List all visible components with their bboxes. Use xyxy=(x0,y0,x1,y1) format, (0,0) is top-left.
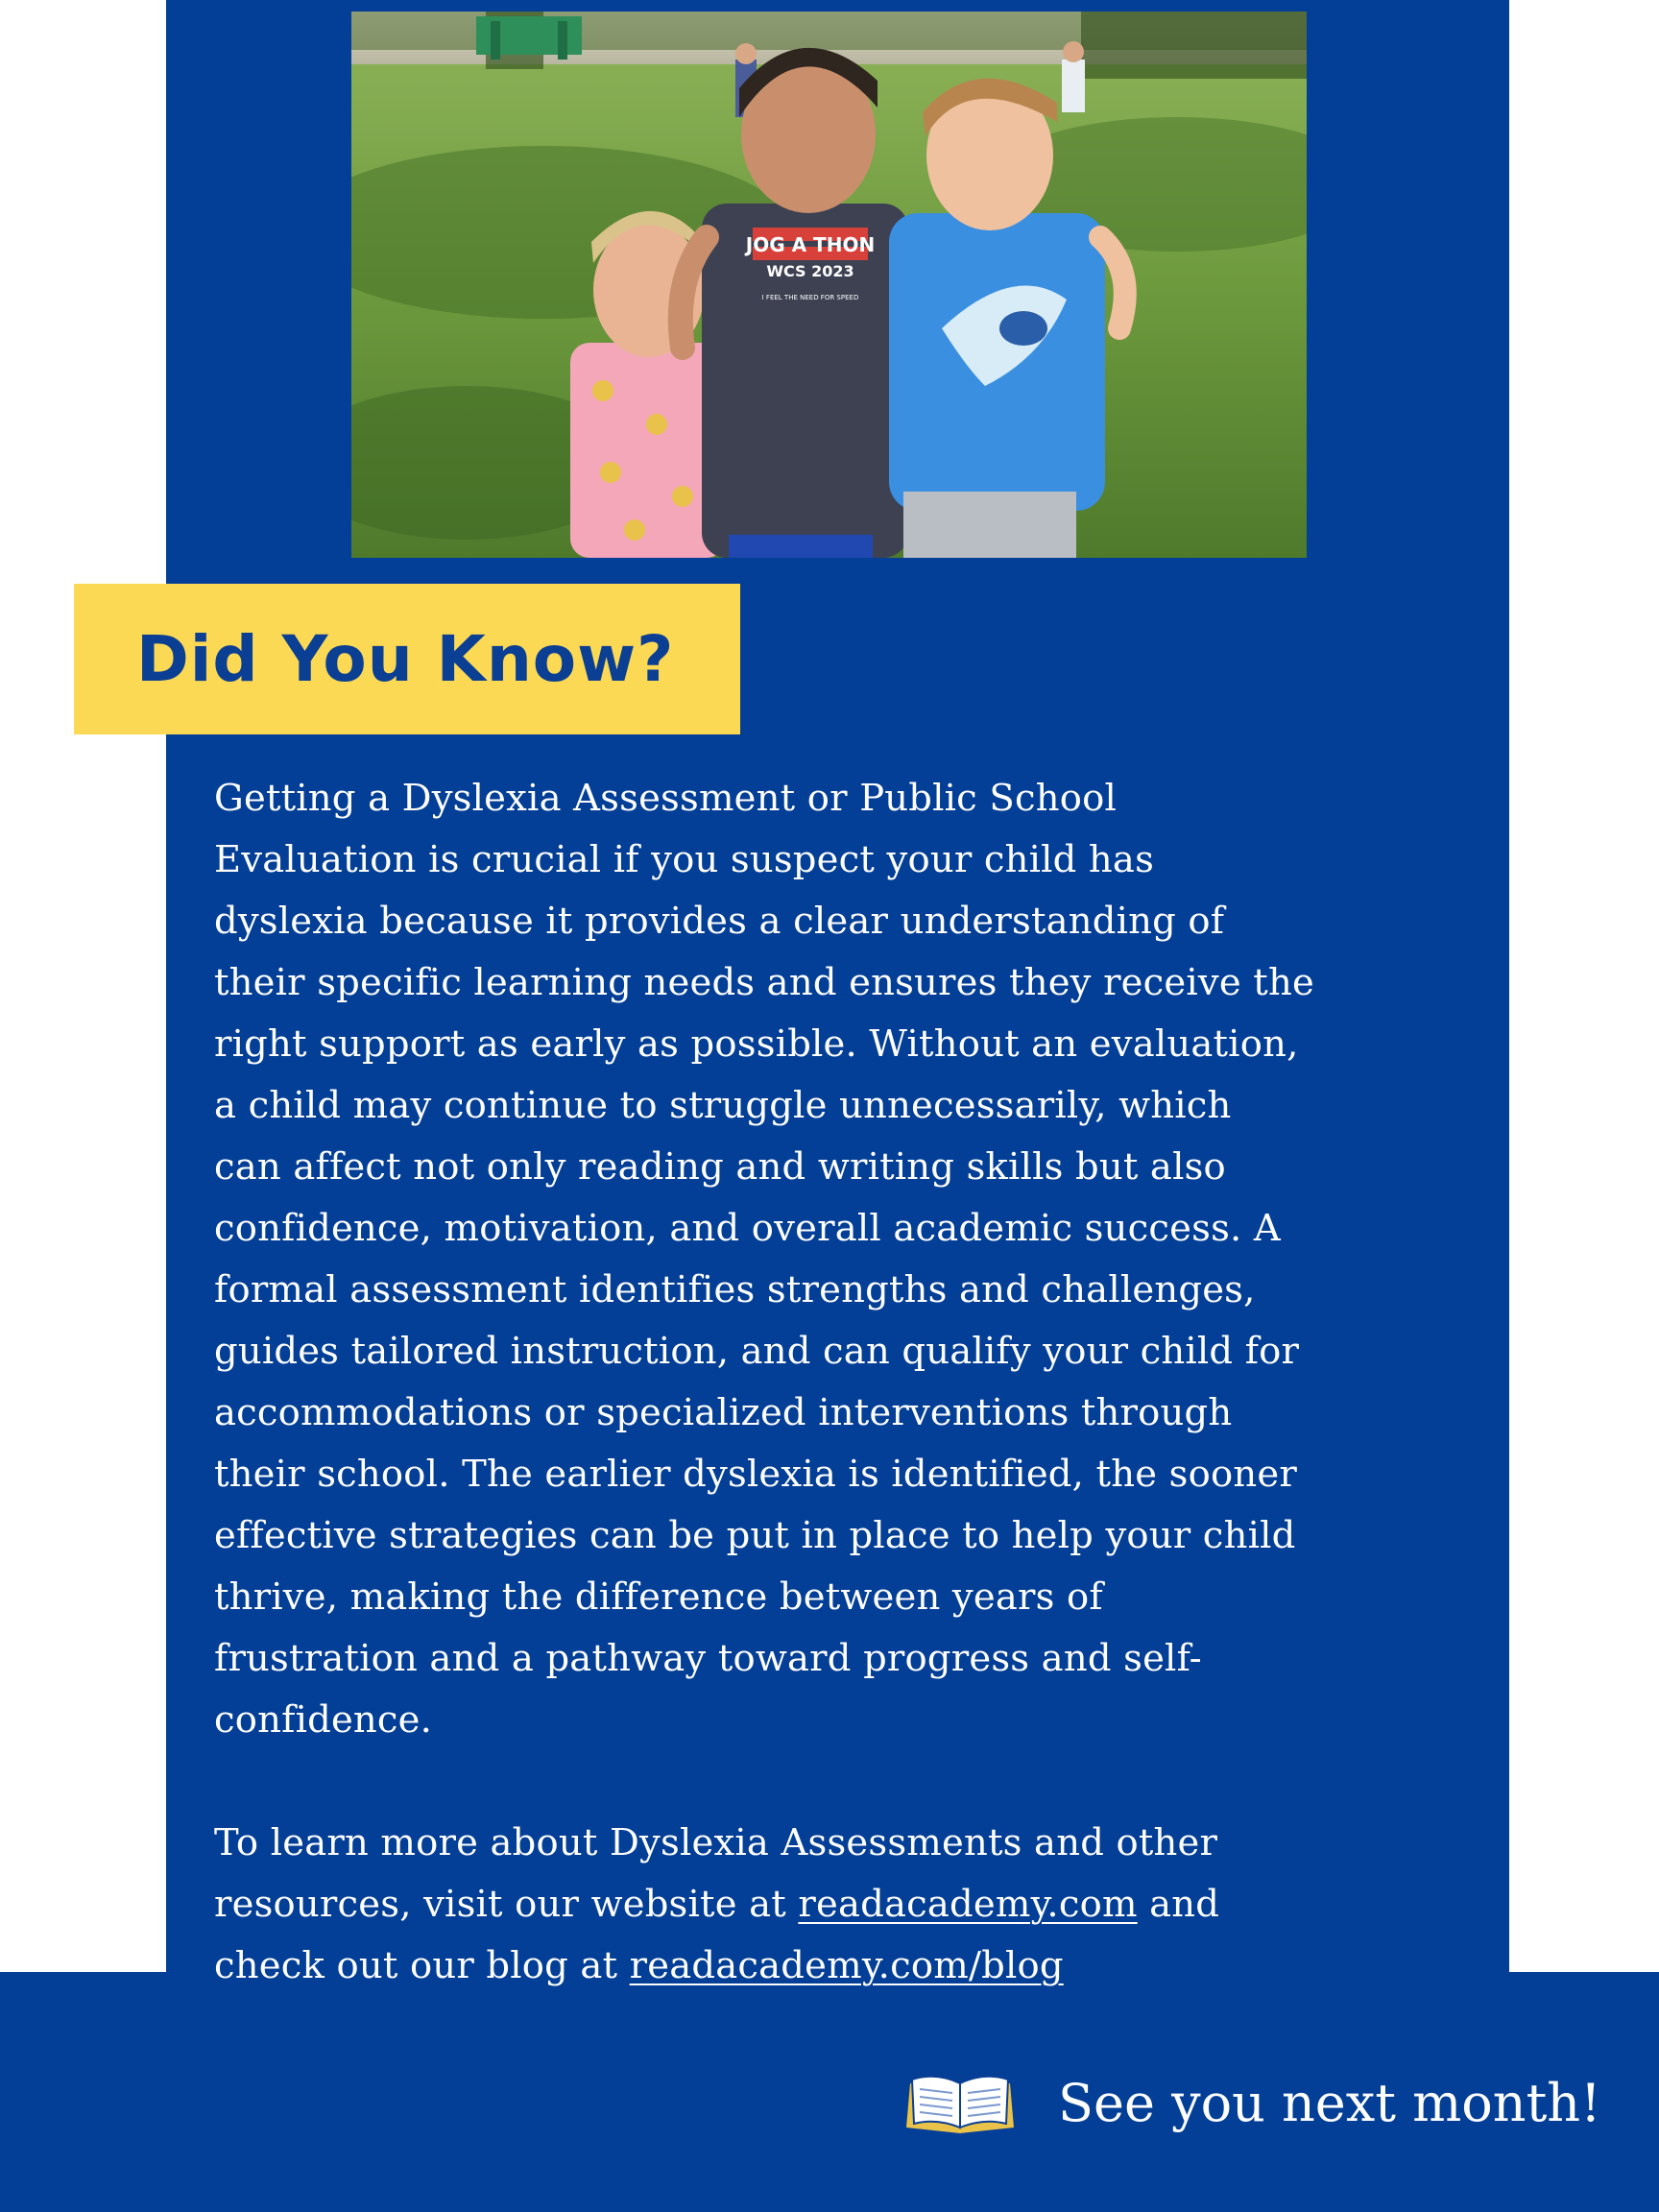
shirt-text-3: I FEEL THE NEED FOR SPEED xyxy=(761,294,859,301)
body-line: confidence, motivation, and overall academic success. A xyxy=(214,1207,1281,1250)
website-link[interactable]: readacademy.com xyxy=(798,1883,1138,1926)
body-text-span: check out our blog at xyxy=(214,1944,630,1987)
body-line: formal assessment identifies strengths and challenges, xyxy=(214,1268,1256,1311)
kids-photo-illustration xyxy=(351,12,1307,558)
shirt-text-1: JOG A THON xyxy=(745,233,876,256)
body-line: right support as early as possible. Without an evaluation, xyxy=(214,1022,1299,1066)
paragraph-main xyxy=(214,768,1472,1751)
body-line: frustration and a pathway toward progress and self- xyxy=(214,1637,1202,1680)
body-line xyxy=(214,1874,1472,1936)
section-heading: Did You Know? xyxy=(136,622,675,696)
body-line: dyslexia because it provides a clear understanding of xyxy=(214,900,1225,943)
body-line: a child may continue to struggle unnecessarily, which xyxy=(214,1084,1232,1127)
article-body xyxy=(214,768,1472,1997)
body-line: Evaluation is crucial if you suspect your child has xyxy=(214,838,1155,881)
signoff-text: See you next month! xyxy=(1058,2072,1601,2133)
body-line: their specific learning needs and ensures they receive the xyxy=(214,961,1314,1004)
shirt-text-2: WCS 2023 xyxy=(766,262,854,280)
body-line: To learn more about Dyslexia Assessments and other xyxy=(214,1821,1218,1864)
body-line: guides tailored instruction, and can qualify your child for xyxy=(214,1330,1300,1373)
paragraph-spacer xyxy=(214,1751,1472,1813)
kids-photo xyxy=(351,12,1307,558)
blog-link[interactable]: readacademy.com/blog xyxy=(629,1944,1064,1987)
body-line: their school. The earlier dyslexia is identified, the sooner xyxy=(214,1453,1297,1496)
body-line: accommodations or specialized interventions through xyxy=(214,1391,1233,1434)
body-text-span: resources, visit our website at xyxy=(214,1883,799,1926)
body-text-span: and xyxy=(1137,1883,1220,1926)
body-line: thrive, making the difference between years of xyxy=(214,1575,1103,1619)
signoff xyxy=(902,2064,1601,2141)
paragraph-links xyxy=(214,1813,1472,1997)
body-line: can affect not only reading and writing skills but also xyxy=(214,1145,1226,1189)
body-line: effective strategies can be put in place to help your child xyxy=(214,1514,1296,1557)
body-line: confidence. xyxy=(214,1698,433,1742)
open-book-icon xyxy=(902,2070,1018,2135)
body-line: Getting a Dyslexia Assessment or Public School xyxy=(214,777,1117,820)
did-you-know-banner xyxy=(74,584,740,734)
body-line xyxy=(214,1936,1472,1997)
